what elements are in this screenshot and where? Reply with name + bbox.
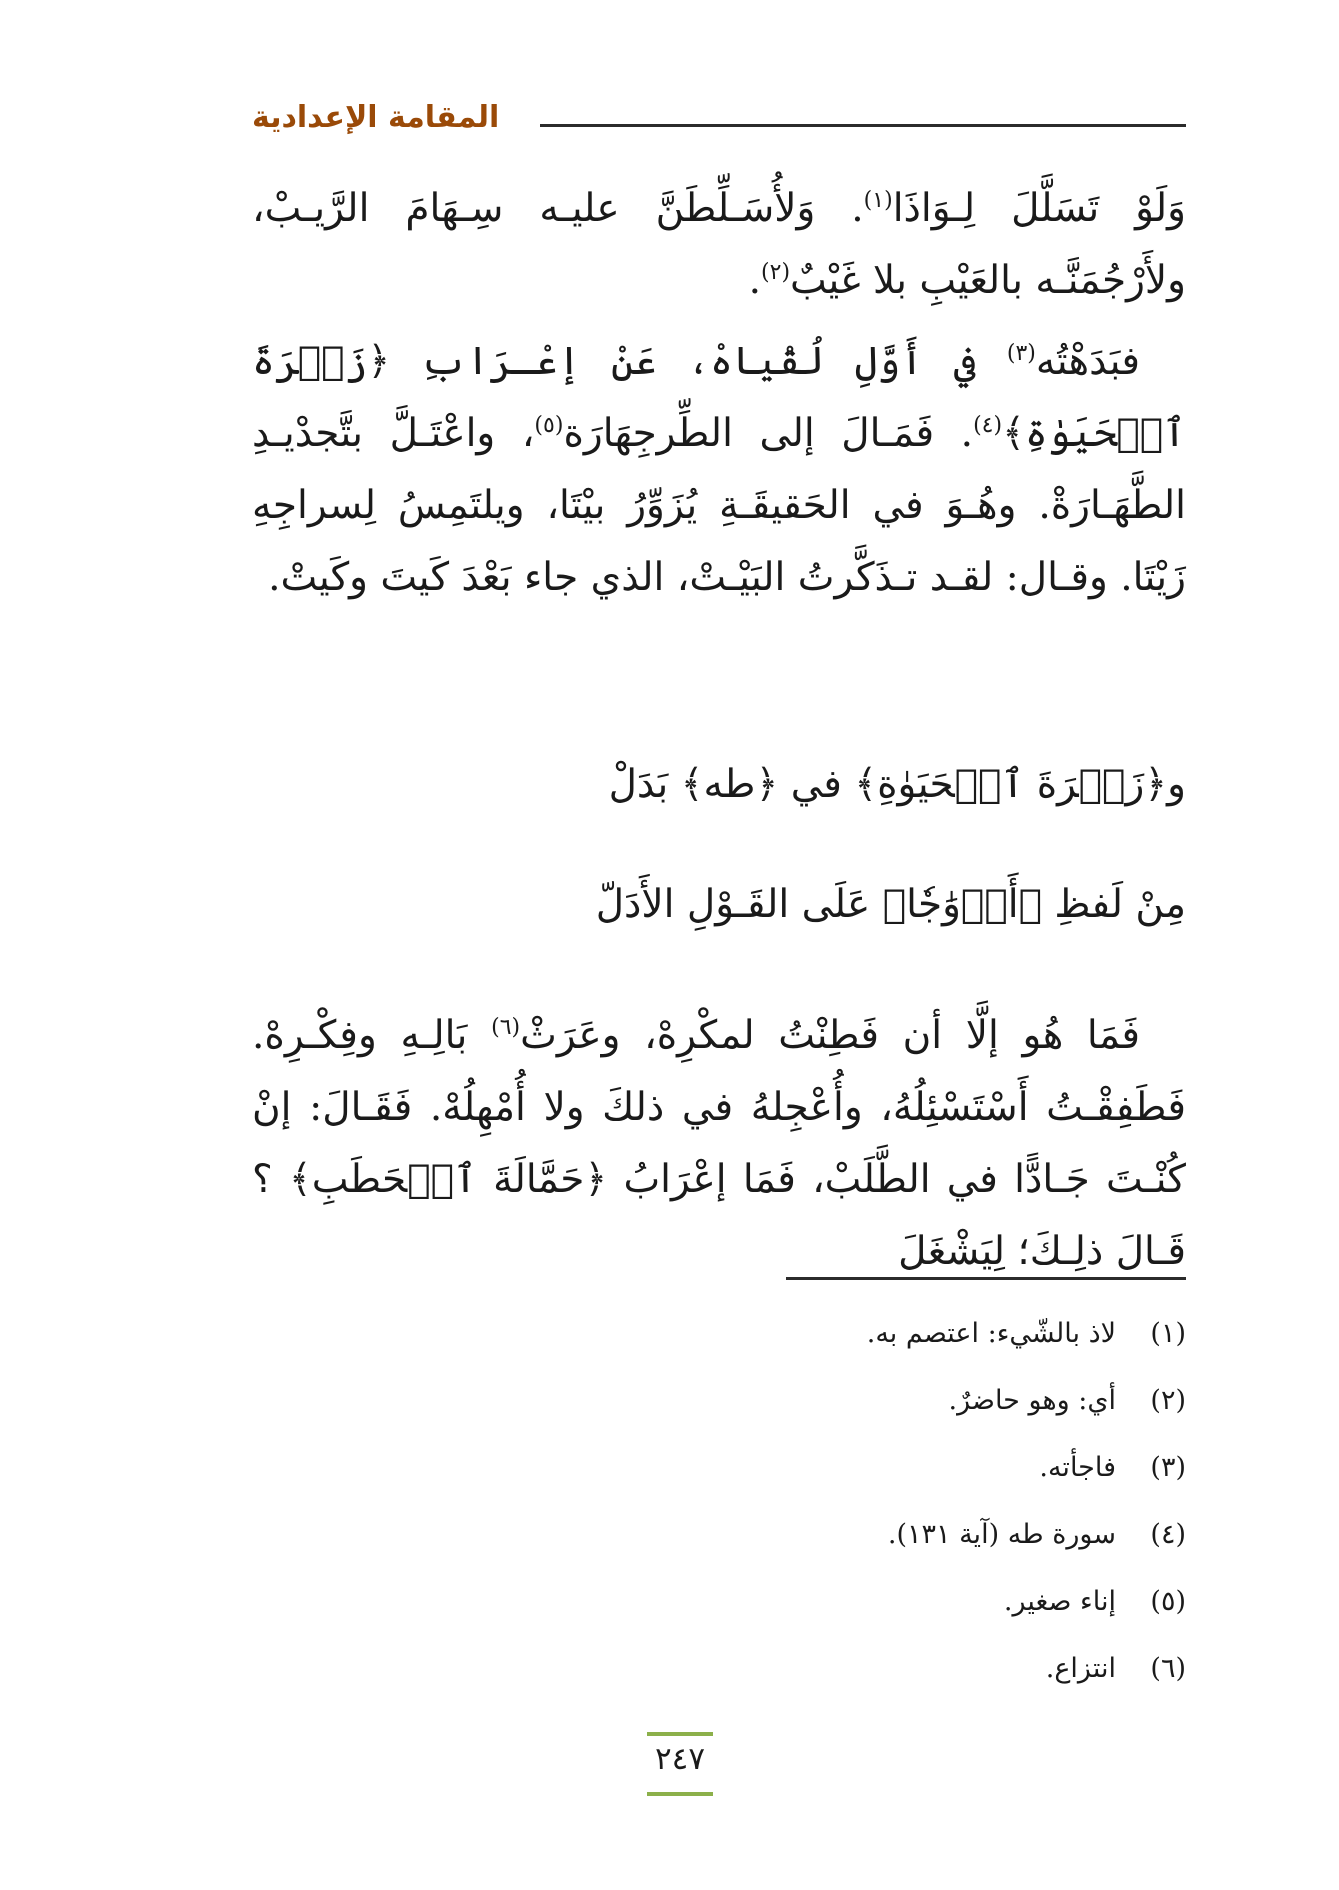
footnote-ref[interactable]: (٤) xyxy=(973,413,1003,438)
footnote xyxy=(867,1318,1186,1385)
footnote xyxy=(867,1519,1186,1586)
text-run: عَلَى القَـوْلِ الأَدَلّ xyxy=(595,882,883,927)
footnote-ref[interactable]: (٢) xyxy=(761,260,791,285)
footnote-text: أي: وهو حاضرٌ. xyxy=(948,1385,1116,1416)
running-header-title: المقامة الإعدادية xyxy=(252,100,500,135)
page-number: ٢٤٧ xyxy=(655,1741,705,1777)
paragraph-2 xyxy=(252,326,1186,614)
text-run: فَمَا هُو إلَّا أن فَطِنْتُ لمكْرِهْ، وعَرَثْ xyxy=(520,1013,1141,1058)
quran-quote: ﴿زَهۡرَةَ ٱلۡحَيَوٰةِ﴾ xyxy=(854,762,1168,807)
page-number-rule-top xyxy=(647,1732,713,1736)
quran-quote: ﴿حَمَّالَةَ ٱلۡحَطَبِ﴾ xyxy=(288,1157,608,1202)
paragraph-3 xyxy=(252,1000,1186,1288)
text-run: . فَمَـالَ إلى الطِّرجِهَارَة xyxy=(563,411,974,456)
footnote-text: انتزاع. xyxy=(1045,1653,1116,1684)
paragraph-1 xyxy=(252,173,1186,317)
footnote-text: إناء صغير. xyxy=(1003,1586,1116,1617)
text-run: . xyxy=(748,258,762,303)
quran-quote: ﴿زَهۡرَةَ ٱلۡحَيَوٰةِ﴾ xyxy=(252,339,1186,456)
footnote-ref[interactable]: (٦) xyxy=(491,1015,521,1040)
footnote-text: لاذ بالشّيء: اعتصم به. xyxy=(866,1318,1116,1349)
footnote-number: (٤) xyxy=(1150,1519,1186,1550)
text-run: و xyxy=(1167,762,1186,807)
footnote xyxy=(867,1586,1186,1653)
verse-line-2 xyxy=(596,882,1186,927)
footnote-ref[interactable]: (١) xyxy=(863,188,893,213)
text-run: في xyxy=(778,762,855,807)
text-run: . وَلأُسَـلِّطَنَّ عليـه سِـهَامَ الرَّيـبْ، ولأَرْجُمَنَّـه بالعَيْبِ بلا غَيْبٌ xyxy=(252,186,1186,303)
footnote xyxy=(867,1653,1186,1720)
footnote-number: (٥) xyxy=(1150,1586,1186,1617)
text-run: بَالِـهِ وفِكْـرِهْ. فَطَفِقْـتُ أَسْتَسْئِلُهُ، وأُعْجِلهُ في ذلكَ ولا أُمْهِلُهْ. فَقَـالَ: إنْ كُنْـتَ جَـادًّا في الطَّلَبْ، فَمَا إعْرَابُ xyxy=(252,1013,1186,1202)
footnote xyxy=(867,1385,1186,1452)
text-run: ؟ قَـالَ ذلِـكَ؛ لِيَشْغَلَ xyxy=(252,1157,1186,1274)
quran-quote: ﴿طه﴾ xyxy=(680,762,779,807)
quran-quote: ﴿أَزۡوَٰجٗا﴾ xyxy=(882,882,1042,927)
footnote-ref[interactable]: (٥) xyxy=(534,413,564,438)
footnote xyxy=(867,1452,1186,1519)
text-run: فبَدَهْتُه xyxy=(1035,339,1140,384)
text-run: وَلَوْ تَسَلَّلَ لِـوَاذَا xyxy=(892,186,1186,231)
footnote-number: (٢) xyxy=(1150,1385,1186,1416)
text-run: مِنْ لَفظِ xyxy=(1041,882,1186,927)
footnote-ref[interactable]: (٣) xyxy=(1006,341,1036,366)
footnote-separator xyxy=(786,1277,1186,1280)
header-rule xyxy=(540,124,1186,127)
footnotes-list xyxy=(867,1318,1186,1720)
text-run: بَدَلْ xyxy=(608,762,681,807)
footnote-number: (٣) xyxy=(1150,1452,1186,1483)
footnote-text: سورة طه (آية ١٣١). xyxy=(887,1519,1116,1550)
verse-line-1 xyxy=(609,762,1186,807)
text-run: في أَوَّلِ لُقْياهْ، عَنْ إعْـرَابِ xyxy=(390,339,1007,384)
text-run: ، واعْتَـلَّ بتَّجدْيـدِ الطَّهَـارَةْ. وهُـوَ في الحَقيقَـةِ يُزَوِّرُ بيْتَا، ويلتَمِسُ لِسراجِهِ زَيْتَا. وقـال: لقـد تـذَكَّرتُ البَيْـتْ، الذي جاء بَعْدَ كَيتَ وكَيتْ. xyxy=(252,411,1186,600)
page-number-rule-bottom xyxy=(647,1792,713,1796)
footnote-number: (٦) xyxy=(1150,1653,1186,1684)
footnote-text: فاجأته. xyxy=(1039,1452,1116,1483)
footnote-number: (١) xyxy=(1150,1318,1186,1349)
